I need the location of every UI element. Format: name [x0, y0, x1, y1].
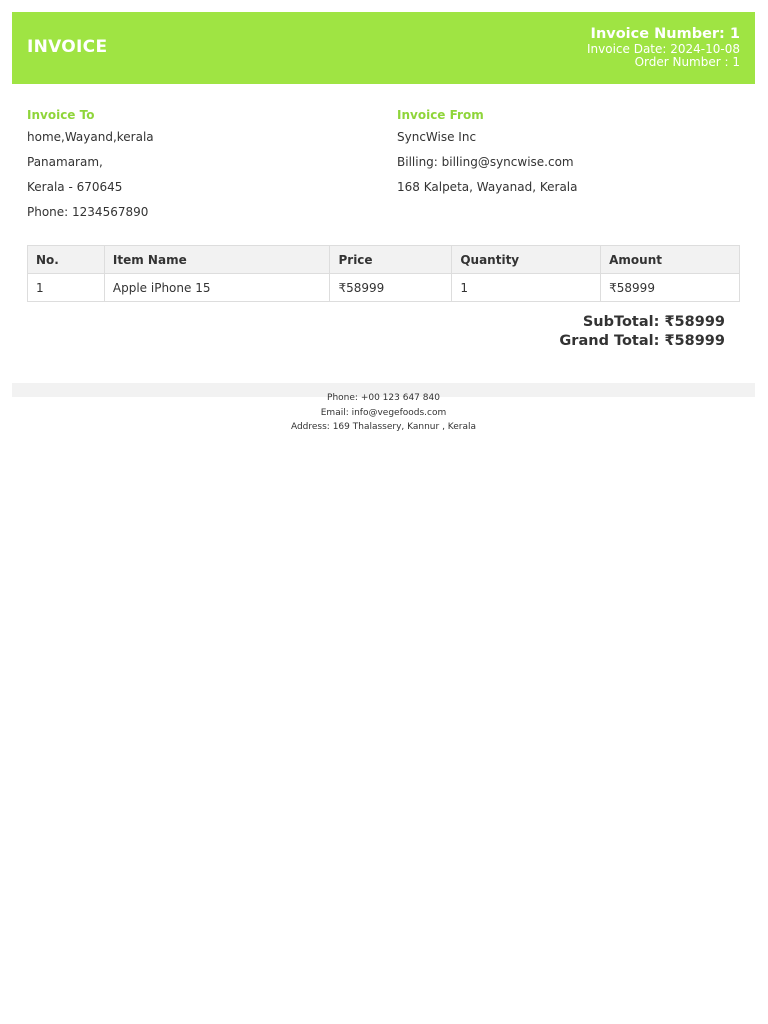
- invoice-to-line: Kerala - 670645: [27, 180, 123, 194]
- invoice-to-heading: Invoice To: [27, 108, 95, 122]
- cell-item-name: Apple iPhone 15: [104, 274, 330, 302]
- cell-price: ₹58999: [330, 274, 452, 302]
- invoice-from-line: 168 Kalpeta, Wayanad, Kerala: [397, 180, 578, 194]
- cell-no: 1: [28, 274, 105, 302]
- footer-phone: Phone: +00 123 647 840: [327, 393, 440, 403]
- order-number: Order Number : 1: [634, 55, 740, 69]
- invoice-number: Invoice Number: 1: [590, 26, 740, 42]
- column-header-price: Price: [330, 246, 452, 274]
- footer: [12, 391, 755, 435]
- footer-email: Email: info@vegefoods.com: [320, 407, 447, 418]
- invoice-to-line: Panamaram,: [27, 155, 103, 169]
- invoice-from-heading: Invoice From: [397, 108, 484, 122]
- invoice-to-line: Phone: 1234567890: [27, 205, 149, 219]
- invoice-meta: [587, 26, 740, 69]
- footer-address: Address: 169 Thalassery, Kannur , Kerala: [290, 422, 477, 432]
- column-header-quantity: Quantity: [452, 246, 601, 274]
- table-header-row: [28, 246, 740, 274]
- invoice-date: Invoice Date: 2024-10-08: [587, 42, 740, 56]
- invoice-from-line: Billing: billing@syncwise.com: [397, 155, 574, 169]
- cell-quantity: 1: [452, 274, 601, 302]
- invoice-title: INVOICE: [27, 37, 108, 57]
- subtotal: SubTotal: ₹58999: [582, 314, 725, 330]
- invoice-to-block: [27, 106, 154, 230]
- column-header-no: No.: [28, 246, 105, 274]
- column-header-item-name: Item Name: [104, 246, 330, 274]
- items-table: [27, 245, 740, 302]
- cell-amount: ₹58999: [601, 274, 740, 302]
- column-header-amount: Amount: [601, 246, 740, 274]
- totals-block: [559, 313, 725, 351]
- invoice-to-line: home,Wayand,kerala: [27, 130, 154, 144]
- invoice-from-line: SyncWise Inc: [397, 130, 477, 144]
- grand-total: Grand Total: ₹58999: [559, 333, 725, 349]
- table-row: [28, 274, 740, 302]
- invoice-header: [12, 12, 755, 84]
- invoice-from-block: [397, 106, 578, 205]
